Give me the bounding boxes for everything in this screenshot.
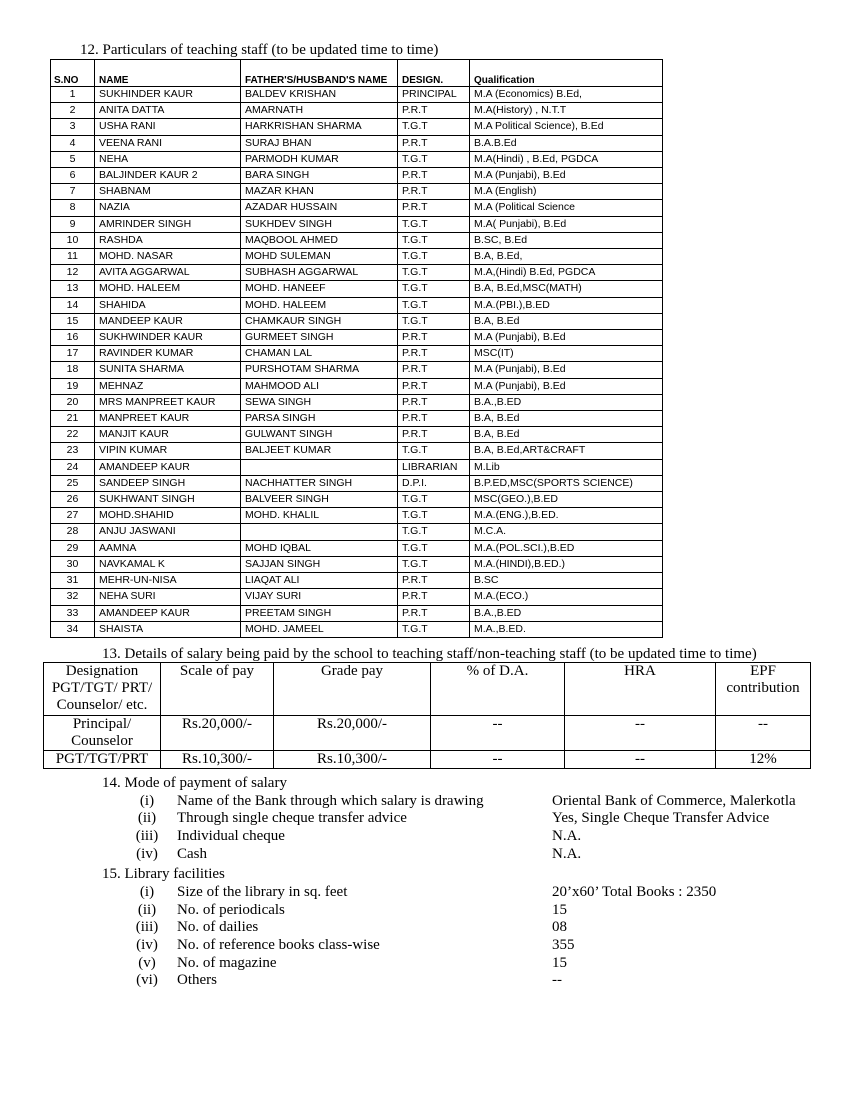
cell-name: SHAISTA	[95, 621, 241, 637]
cell-name: NEHA SURI	[95, 589, 241, 605]
item-label: No. of periodicals	[177, 902, 285, 918]
cell-father-husband-name: SURAJ BHAN	[241, 135, 398, 151]
header-epf-contribution: EPF contribution	[716, 663, 811, 716]
item-value: Yes, Single Cheque Transfer Advice	[552, 810, 770, 826]
cell-designation: T.G.T	[398, 119, 470, 135]
cell-qualification: M.A.,B.ED.	[470, 621, 663, 637]
cell-designation: T.G.T	[398, 265, 470, 281]
cell-designation: T.G.T	[398, 540, 470, 556]
cell-sno: 24	[51, 459, 95, 475]
item-value: 15	[552, 902, 567, 918]
cell-father-husband-name: BARA SINGH	[241, 168, 398, 184]
cell-father-husband-name: SUKHDEV SINGH	[241, 216, 398, 232]
cell-name: NAZIA	[95, 200, 241, 216]
cell-sno: 28	[51, 524, 95, 540]
teaching-staff-table	[50, 59, 663, 638]
cell-sno: 18	[51, 362, 95, 378]
cell-sno: 30	[51, 556, 95, 572]
table-row	[51, 151, 663, 167]
item-value: Oriental Bank of Commerce, Malerkotla	[552, 793, 796, 809]
cell-qualification: M.A Political Science), B.Ed	[470, 119, 663, 135]
cell-name: NAVKAMAL K	[95, 556, 241, 572]
cell-designation: T.G.T	[398, 443, 470, 459]
cell-father-husband-name: BALJEET KUMAR	[241, 443, 398, 459]
cell-qualification: M.A,(Hindi) B.Ed, PGDCA	[470, 265, 663, 281]
cell-sno: 9	[51, 216, 95, 232]
cell-name: MANPREET KAUR	[95, 411, 241, 427]
table-row	[51, 378, 663, 394]
cell-father-husband-name: PURSHOTAM SHARMA	[241, 362, 398, 378]
cell-father-husband-name: CHAMAN LAL	[241, 346, 398, 362]
cell-sno: 27	[51, 508, 95, 524]
cell-sno: 32	[51, 589, 95, 605]
cell-name: SUKHWINDER KAUR	[95, 330, 241, 346]
cell-sno: 25	[51, 475, 95, 491]
table-row	[51, 103, 663, 119]
section-15-title: 15. Library facilities	[102, 866, 225, 882]
cell-name: VEENA RANI	[95, 135, 241, 151]
section-14-title: 14. Mode of payment of salary	[102, 775, 287, 791]
table-row	[51, 265, 663, 281]
cell-name: NEHA	[95, 151, 241, 167]
cell-father-husband-name: MOHD. KHALIL	[241, 508, 398, 524]
item-number: (iv)	[136, 846, 158, 862]
cell-father-husband-name: MAQBOOL AHMED	[241, 232, 398, 248]
cell-sno: 34	[51, 621, 95, 637]
header-scale-of-pay: Scale of pay	[161, 663, 274, 716]
cell-name: RASHDA	[95, 232, 241, 248]
table-row	[51, 427, 663, 443]
cell-qualification: B.SC	[470, 573, 663, 589]
item-label: Cash	[177, 846, 207, 862]
cell-designation: Principal/ Counselor	[44, 716, 161, 751]
cell-qualification: M.A (Punjabi), B.Ed	[470, 168, 663, 184]
cell-qualification: M.A(Hindi) , B.Ed, PGDCA	[470, 151, 663, 167]
table-row	[51, 87, 663, 103]
cell-father-husband-name: CHAMKAUR SINGH	[241, 313, 398, 329]
cell-sno: 7	[51, 184, 95, 200]
cell-father-husband-name: MOHD. HANEEF	[241, 281, 398, 297]
cell-designation: T.G.T	[398, 297, 470, 313]
cell-father-husband-name: AMARNATH	[241, 103, 398, 119]
header-name: NAME	[95, 60, 241, 87]
cell-qualification: M.A (Punjabi), B.Ed	[470, 378, 663, 394]
item-number: (i)	[139, 884, 155, 900]
cell-father-husband-name: MOHD. HALEEM	[241, 297, 398, 313]
cell-name: MANJIT KAUR	[95, 427, 241, 443]
table-row	[51, 475, 663, 491]
header-grade-pay: Grade pay	[274, 663, 431, 716]
header-designation: Designation PGT/TGT/ PRT/ Counselor/ etc.	[44, 663, 161, 716]
cell-da-percent: --	[431, 716, 565, 751]
table-row	[51, 589, 663, 605]
item-value: --	[552, 972, 562, 988]
cell-epf-contribution: 12%	[716, 751, 811, 769]
cell-father-husband-name: MOHD. JAMEEL	[241, 621, 398, 637]
cell-sno: 11	[51, 249, 95, 265]
table-row	[51, 346, 663, 362]
cell-hra: --	[565, 716, 716, 751]
item-label: Size of the library in sq. feet	[177, 884, 348, 900]
table-row	[51, 394, 663, 410]
cell-sno: 21	[51, 411, 95, 427]
cell-scale-of-pay: Rs.10,300/-	[161, 751, 274, 769]
cell-designation: P.R.T	[398, 394, 470, 410]
table-row	[51, 411, 663, 427]
cell-designation: P.R.T	[398, 103, 470, 119]
cell-sno: 5	[51, 151, 95, 167]
cell-designation: P.R.T	[398, 427, 470, 443]
table-row	[51, 297, 663, 313]
cell-sno: 20	[51, 394, 95, 410]
cell-father-husband-name: HARKRISHAN SHARMA	[241, 119, 398, 135]
cell-designation: P.R.T	[398, 200, 470, 216]
cell-father-husband-name: BALVEER SINGH	[241, 492, 398, 508]
cell-name: AVITA AGGARWAL	[95, 265, 241, 281]
cell-designation: T.G.T	[398, 524, 470, 540]
cell-qualification: M.A(History) , N.T.T	[470, 103, 663, 119]
cell-qualification: MSC(IT)	[470, 346, 663, 362]
cell-designation: T.G.T	[398, 151, 470, 167]
cell-designation: P.R.T	[398, 184, 470, 200]
table-header-row	[51, 60, 663, 87]
cell-epf-contribution: --	[716, 716, 811, 751]
item-label: Individual cheque	[177, 828, 285, 844]
cell-sno: 8	[51, 200, 95, 216]
table-row	[51, 362, 663, 378]
item-number: (vi)	[136, 972, 158, 988]
item-label: Through single cheque transfer advice	[177, 810, 407, 826]
item-number: (v)	[138, 955, 156, 971]
table-row	[51, 556, 663, 572]
cell-qualification: M.A (Economics) B.Ed,	[470, 87, 663, 103]
cell-name: SUKHINDER KAUR	[95, 87, 241, 103]
cell-designation: T.G.T	[398, 216, 470, 232]
cell-name: MRS MANPREET KAUR	[95, 394, 241, 410]
cell-sno: 16	[51, 330, 95, 346]
cell-scale-of-pay: Rs.20,000/-	[161, 716, 274, 751]
cell-designation: P.R.T	[398, 573, 470, 589]
cell-father-husband-name: SUBHASH AGGARWAL	[241, 265, 398, 281]
item-number: (iii)	[135, 919, 159, 935]
item-value: 15	[552, 955, 567, 971]
table-row	[51, 524, 663, 540]
cell-qualification: M.A (Punjabi), B.Ed	[470, 362, 663, 378]
cell-qualification: B.A, B.Ed	[470, 427, 663, 443]
table-row	[51, 168, 663, 184]
table-row	[51, 249, 663, 265]
table-row	[51, 135, 663, 151]
header-father-husband-name: FATHER'S/HUSBAND'S NAME	[241, 60, 398, 87]
cell-qualification: M.A.(ENG.),B.ED.	[470, 508, 663, 524]
cell-father-husband-name: MOHD SULEMAN	[241, 249, 398, 265]
item-number: (ii)	[137, 810, 157, 826]
cell-designation: D.P.I.	[398, 475, 470, 491]
cell-designation: T.G.T	[398, 508, 470, 524]
cell-father-husband-name: GURMEET SINGH	[241, 330, 398, 346]
cell-name: AMANDEEP KAUR	[95, 459, 241, 475]
cell-father-husband-name: SAJJAN SINGH	[241, 556, 398, 572]
table-row	[51, 313, 663, 329]
table-row	[51, 540, 663, 556]
cell-qualification: M.A.(ECO.)	[470, 589, 663, 605]
item-value: N.A.	[552, 846, 582, 862]
table-row	[51, 232, 663, 248]
header-designation: DESIGN.	[398, 60, 470, 87]
cell-designation: P.R.T	[398, 330, 470, 346]
cell-name: BALJINDER KAUR 2	[95, 168, 241, 184]
cell-qualification: B.P.ED,MSC(SPORTS SCIENCE)	[470, 475, 663, 491]
cell-sno: 13	[51, 281, 95, 297]
cell-name: AMRINDER SINGH	[95, 216, 241, 232]
cell-qualification: B.SC, B.Ed	[470, 232, 663, 248]
cell-name: USHA RANI	[95, 119, 241, 135]
table-row	[51, 492, 663, 508]
table-row	[51, 200, 663, 216]
cell-designation: T.G.T	[398, 492, 470, 508]
cell-father-husband-name	[241, 459, 398, 475]
cell-father-husband-name: VIJAY SURI	[241, 589, 398, 605]
cell-sno: 3	[51, 119, 95, 135]
item-number: (i)	[139, 793, 155, 809]
cell-qualification: M.A (Punjabi), B.Ed	[470, 330, 663, 346]
teaching-staff-rows	[51, 87, 663, 638]
table-row	[51, 119, 663, 135]
cell-father-husband-name: PREETAM SINGH	[241, 605, 398, 621]
cell-name: SUNITA SHARMA	[95, 362, 241, 378]
table-row	[51, 184, 663, 200]
section-13-title: 13. Details of salary being paid by the school to teaching staff/non-teaching staff (to be updated time to time)	[102, 646, 757, 662]
cell-designation: P.R.T	[398, 346, 470, 362]
cell-name: SUKHWANT SINGH	[95, 492, 241, 508]
table-row	[51, 281, 663, 297]
item-number: (iv)	[136, 937, 158, 953]
cell-name: SANDEEP SINGH	[95, 475, 241, 491]
cell-sno: 10	[51, 232, 95, 248]
cell-sno: 33	[51, 605, 95, 621]
item-label: No. of reference books class-wise	[177, 937, 380, 953]
item-label: No. of magazine	[177, 955, 277, 971]
cell-designation: PGT/TGT/PRT	[44, 751, 161, 769]
header-da-percent: % of D.A.	[431, 663, 565, 716]
cell-sno: 14	[51, 297, 95, 313]
cell-designation: PRINCIPAL	[398, 87, 470, 103]
cell-designation: T.G.T	[398, 556, 470, 572]
item-value: 08	[552, 919, 567, 935]
cell-name: MEHR-UN-NISA	[95, 573, 241, 589]
section-12-title: 12. Particulars of teaching staff (to be updated time to time)	[80, 42, 439, 58]
cell-designation: P.R.T	[398, 378, 470, 394]
cell-hra: --	[565, 751, 716, 769]
cell-qualification: B.A.,B.ED	[470, 605, 663, 621]
cell-name: MOHD. HALEEM	[95, 281, 241, 297]
cell-qualification: B.A, B.Ed,ART&CRAFT	[470, 443, 663, 459]
cell-designation: P.R.T	[398, 605, 470, 621]
cell-sno: 19	[51, 378, 95, 394]
cell-father-husband-name: BALDEV KRISHAN	[241, 87, 398, 103]
cell-designation: P.R.T	[398, 411, 470, 427]
cell-qualification: M.A (Political Science	[470, 200, 663, 216]
cell-qualification: M.A.(HINDI),B.ED.)	[470, 556, 663, 572]
cell-name: VIPIN KUMAR	[95, 443, 241, 459]
header-hra: HRA	[565, 663, 716, 716]
cell-sno: 4	[51, 135, 95, 151]
cell-qualification: MSC(GEO.),B.ED	[470, 492, 663, 508]
cell-designation: T.G.T	[398, 281, 470, 297]
cell-designation: P.R.T	[398, 135, 470, 151]
cell-sno: 17	[51, 346, 95, 362]
salary-header-row	[44, 663, 811, 716]
salary-row-principal	[44, 716, 811, 751]
cell-da-percent: --	[431, 751, 565, 769]
cell-qualification: M.A.(POL.SCI.),B.ED	[470, 540, 663, 556]
cell-father-husband-name	[241, 524, 398, 540]
cell-designation: T.G.T	[398, 232, 470, 248]
cell-qualification: B.A.B.Ed	[470, 135, 663, 151]
cell-designation: T.G.T	[398, 621, 470, 637]
table-row	[51, 573, 663, 589]
salary-table	[43, 662, 811, 769]
item-value: N.A.	[552, 828, 582, 844]
cell-designation: T.G.T	[398, 249, 470, 265]
cell-sno: 15	[51, 313, 95, 329]
table-row	[51, 216, 663, 232]
cell-qualification: M.A (English)	[470, 184, 663, 200]
cell-qualification: B.A.,B.ED	[470, 394, 663, 410]
table-row	[51, 508, 663, 524]
cell-designation: P.R.T	[398, 362, 470, 378]
cell-name: SHAHIDA	[95, 297, 241, 313]
cell-father-husband-name: SEWA SINGH	[241, 394, 398, 410]
cell-qualification: M.C.A.	[470, 524, 663, 540]
item-label: Name of the Bank through which salary is drawing	[177, 793, 484, 809]
cell-father-husband-name: AZADAR HUSSAIN	[241, 200, 398, 216]
item-number: (iii)	[135, 828, 159, 844]
cell-qualification: B.A, B.Ed	[470, 411, 663, 427]
cell-qualification: M.A.(PBI.),B.ED	[470, 297, 663, 313]
cell-name: MANDEEP KAUR	[95, 313, 241, 329]
table-row	[51, 330, 663, 346]
cell-sno: 2	[51, 103, 95, 119]
cell-name: ANJU JASWANI	[95, 524, 241, 540]
table-row	[51, 621, 663, 637]
cell-name: MOHD.SHAHID	[95, 508, 241, 524]
header-sno: S.NO	[51, 60, 95, 87]
table-row	[51, 443, 663, 459]
cell-designation: T.G.T	[398, 313, 470, 329]
item-label: No. of dailies	[177, 919, 259, 935]
cell-father-husband-name: PARSA SINGH	[241, 411, 398, 427]
cell-qualification: M.Lib	[470, 459, 663, 475]
item-label: Others	[177, 972, 217, 988]
cell-father-husband-name: MOHD IQBAL	[241, 540, 398, 556]
cell-sno: 31	[51, 573, 95, 589]
cell-father-husband-name: MAHMOOD ALI	[241, 378, 398, 394]
cell-name: AAMNA	[95, 540, 241, 556]
cell-designation: LIBRARIAN	[398, 459, 470, 475]
cell-father-husband-name: LIAQAT ALI	[241, 573, 398, 589]
item-value: 355	[552, 937, 575, 953]
cell-sno: 26	[51, 492, 95, 508]
cell-qualification: B.A, B.Ed	[470, 313, 663, 329]
cell-father-husband-name: PARMODH KUMAR	[241, 151, 398, 167]
cell-name: MEHNAZ	[95, 378, 241, 394]
table-row	[51, 605, 663, 621]
cell-name: MOHD. NASAR	[95, 249, 241, 265]
cell-sno: 12	[51, 265, 95, 281]
cell-sno: 23	[51, 443, 95, 459]
cell-sno: 22	[51, 427, 95, 443]
item-number: (ii)	[137, 902, 157, 918]
header-qualification: Qualification	[470, 60, 663, 87]
cell-name: ANITA DATTA	[95, 103, 241, 119]
cell-designation: P.R.T	[398, 589, 470, 605]
cell-name: AMANDEEP KAUR	[95, 605, 241, 621]
table-row	[51, 459, 663, 475]
cell-father-husband-name: MAZAR KHAN	[241, 184, 398, 200]
salary-row-pgt-tgt-prt	[44, 751, 811, 769]
cell-qualification: B.A, B.Ed,MSC(MATH)	[470, 281, 663, 297]
cell-sno: 29	[51, 540, 95, 556]
cell-designation: P.R.T	[398, 168, 470, 184]
cell-sno: 6	[51, 168, 95, 184]
cell-name: RAVINDER KUMAR	[95, 346, 241, 362]
item-value: 20’x60’ Total Books : 2350	[552, 884, 717, 900]
cell-grade-pay: Rs.10,300/-	[274, 751, 431, 769]
cell-name: SHABNAM	[95, 184, 241, 200]
cell-grade-pay: Rs.20,000/-	[274, 716, 431, 751]
cell-qualification: B.A, B.Ed,	[470, 249, 663, 265]
cell-father-husband-name: GULWANT SINGH	[241, 427, 398, 443]
cell-father-husband-name: NACHHATTER SINGH	[241, 475, 398, 491]
cell-sno: 1	[51, 87, 95, 103]
cell-qualification: M.A( Punjabi), B.Ed	[470, 216, 663, 232]
